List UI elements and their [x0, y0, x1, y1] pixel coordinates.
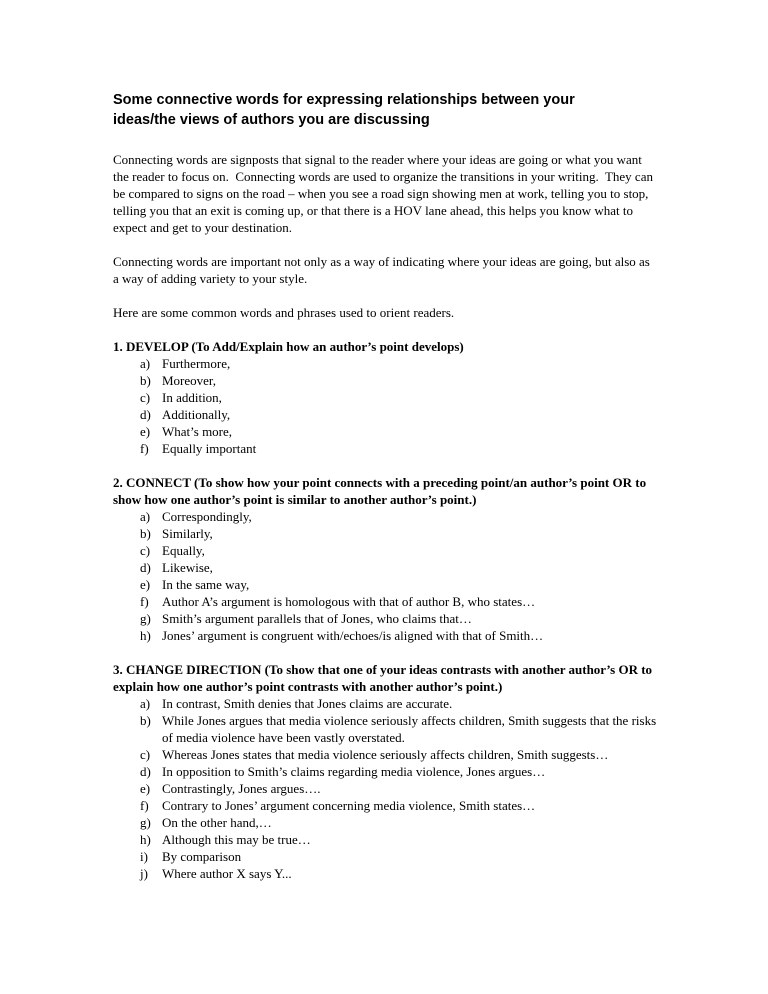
list-item: [113, 763, 658, 780]
list-item: [113, 372, 658, 389]
list-marker: a): [140, 696, 151, 712]
list-item-text: Smith’s argument parallels that of Jones, who claims that…: [162, 611, 472, 627]
list-marker: d): [140, 407, 151, 423]
list-item: [113, 746, 658, 763]
list-item-text: In the same way,: [162, 577, 250, 593]
list-item-text: Furthermore,: [162, 356, 231, 372]
list-marker: e): [140, 424, 151, 440]
list-item-text: Correspondingly,: [162, 509, 252, 525]
list-item-text: Likewise,: [162, 560, 213, 576]
list-item: [113, 797, 658, 814]
list-item: [113, 814, 658, 831]
list-item-text: While Jones argues that media violence seriously affects children, Smith suggests that the risks of media violence have been vastly overstated.: [162, 713, 660, 746]
list-item: [113, 780, 658, 797]
list-marker: c): [140, 747, 151, 763]
list-item: [113, 865, 658, 882]
list-item-text: Whereas Jones states that media violence seriously affects children, Smith suggests…: [162, 747, 609, 763]
list-item: [113, 389, 658, 406]
list-marker: c): [140, 390, 151, 406]
list-item: [113, 406, 658, 423]
section: [113, 474, 658, 644]
list-item-text: Equally,: [162, 543, 205, 559]
list-item-text: In addition,: [162, 390, 222, 406]
section: [113, 338, 658, 457]
list-marker: a): [140, 356, 151, 372]
section-list: [113, 508, 658, 644]
list-item-text: Jones’ argument is congruent with/echoes/is aligned with that of Smith…: [162, 628, 544, 644]
list-marker: e): [140, 577, 151, 593]
list-item-text: What’s more,: [162, 424, 233, 440]
list-item-text: By comparison: [162, 849, 242, 865]
list-item-text: In contrast, Smith denies that Jones claims are accurate.: [162, 696, 453, 712]
list-item: [113, 508, 658, 525]
list-item: [113, 848, 658, 865]
document-title: Some connective words for expressing relationships between your ideas/the views of authors you are discussing: [113, 92, 579, 128]
list-item: [113, 627, 658, 644]
list-item: [113, 542, 658, 559]
list-item-text: In opposition to Smith’s claims regarding media violence, Jones argues…: [162, 764, 546, 780]
list-marker: g): [140, 611, 151, 627]
section-heading: 3. CHANGE DIRECTION (To show that one of your ideas contrasts with another author’s OR to explain how one author’s point contrasts with another author’s point.): [113, 662, 656, 695]
list-marker: e): [140, 781, 151, 797]
section-heading: 2. CONNECT (To show how your point connects with a preceding point/an author’s point OR to show how one author’s point is similar to another author’s point.): [113, 475, 650, 508]
list-item-text: Equally important: [162, 441, 257, 457]
list-marker: f): [140, 594, 149, 610]
list-item-text: Moreover,: [162, 373, 216, 389]
list-item-text: Additionally,: [162, 407, 231, 423]
sections-container: [113, 338, 658, 882]
intro-paragraph: Here are some common words and phrases used to orient readers.: [113, 305, 455, 321]
intro-paragraph: Connecting words are signposts that signal to the reader where your ideas are going or what you want the reader to focus on. Connecting words are used to organize the transitions in your writing. They can be compared to signs on the road – when you see a road sign showing men at work, telling you to stop, telling you that an exit is coming up, or that there is a HOV lane ahead, this helps you know what to expect and get to your destination.: [113, 152, 657, 236]
section-list: [113, 695, 658, 882]
list-marker: b): [140, 713, 151, 729]
intro-paragraph: Connecting words are important not only as a way of indicating where your ideas are going, but also as a way of adding variety to your style.: [113, 254, 654, 287]
list-item: [113, 355, 658, 372]
list-marker: b): [140, 373, 151, 389]
list-item-text: Although this may be true…: [162, 832, 311, 848]
list-item-text: Contrastingly, Jones argues….: [162, 781, 321, 797]
list-item-text: Where author X says Y...: [162, 866, 292, 882]
list-item: [113, 712, 658, 746]
list-marker: j): [140, 866, 148, 882]
list-item: [113, 525, 658, 542]
list-item: [113, 610, 658, 627]
list-marker: h): [140, 628, 151, 644]
list-item: [113, 576, 658, 593]
list-item-text: On the other hand,…: [162, 815, 272, 831]
list-marker: c): [140, 543, 151, 559]
list-marker: f): [140, 798, 149, 814]
section-heading: 1. DEVELOP (To Add/Explain how an author’s point develops): [113, 339, 464, 355]
list-item: [113, 440, 658, 457]
list-item-text: Contrary to Jones’ argument concerning media violence, Smith states…: [162, 798, 536, 814]
list-marker: f): [140, 441, 149, 457]
list-marker: i): [140, 849, 148, 865]
list-item-text: Author A’s argument is homologous with that of author B, who states…: [162, 594, 536, 610]
list-marker: d): [140, 560, 151, 576]
list-marker: b): [140, 526, 151, 542]
list-marker: a): [140, 509, 151, 525]
list-item: [113, 559, 658, 576]
list-marker: d): [140, 764, 151, 780]
list-item: [113, 593, 658, 610]
list-item-text: Similarly,: [162, 526, 213, 542]
list-item: [113, 695, 658, 712]
list-item: [113, 423, 658, 440]
list-item: [113, 831, 658, 848]
section-list: [113, 355, 658, 457]
intro-paragraphs: [113, 151, 658, 321]
list-marker: g): [140, 815, 151, 831]
list-marker: h): [140, 832, 151, 848]
section: [113, 661, 658, 882]
